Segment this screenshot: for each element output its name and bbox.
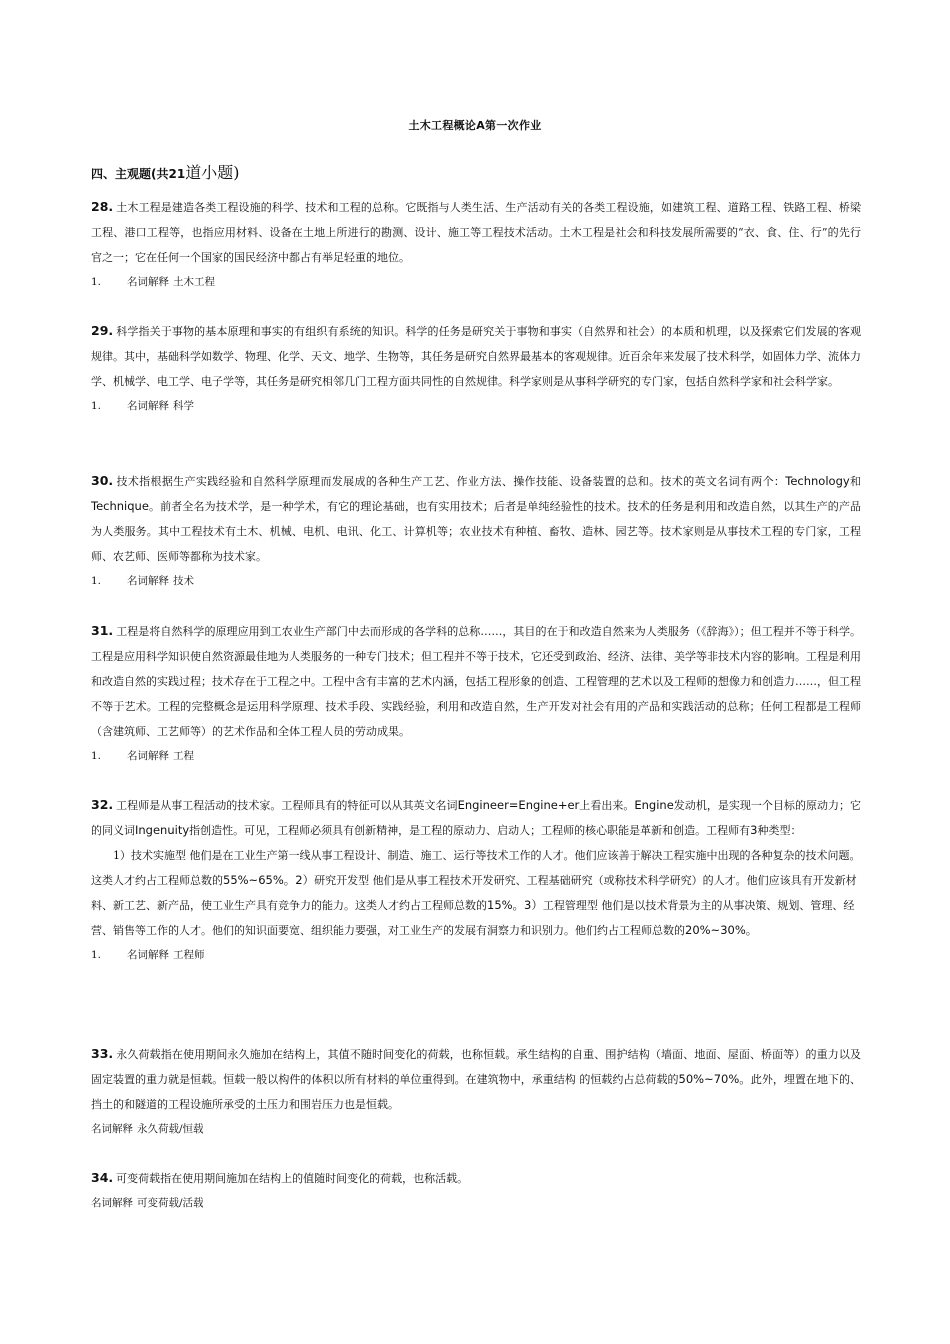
- term-technology: Technology: [785, 474, 850, 488]
- question-number: 34.: [91, 1170, 114, 1185]
- question-text: [91, 468, 861, 569]
- answer-label: 名词解释: [127, 750, 169, 762]
- engineer-types-paragraph: [91, 843, 861, 943]
- question-number: 33.: [91, 1046, 114, 1061]
- answer-term: 技术: [173, 575, 194, 587]
- question-number: 28.: [91, 199, 114, 214]
- question-32: [91, 792, 861, 968]
- section-heading: [91, 160, 239, 183]
- document-title: 土木工程概论A第一次作业: [408, 119, 542, 132]
- term-engine: Engine: [634, 798, 674, 812]
- answer-term: 工程师: [173, 949, 205, 961]
- question-body-e: 种类型：: [757, 824, 802, 837]
- answer-index: 1.: [91, 949, 102, 961]
- question-number: 30.: [91, 473, 114, 488]
- type-management: 工程管理型 他们是以技术背景为主的从事决策、规划、管理、经营、销售等工作的人才。他们的知识面要宽、组织能力要强，对工业生产的发展有洞察力和识别力。他们约占工程师总数的: [91, 899, 855, 937]
- answer-label: 名词解释: [91, 1123, 133, 1135]
- answer-label: 名词解释: [127, 400, 169, 412]
- question-number: 32.: [91, 797, 114, 812]
- answer-line: [91, 270, 861, 295]
- management-share: 20%~30%。: [685, 923, 758, 937]
- question-body: 科学指关于事物的基本原理和事实的有组织有系统的知识。科学的任务是研究关于事物和事实（自然界和社会）的本质和机理，以及探索它们发展的客观规律。其中，基础科学如数学、物理、化学、天文、地学、生物等，其任务是研究自然界最基本的客观规律。近百余年来发展了技术科学，如固体力学、流体力学、机械学、电工学、电子学等，其任务是研究相邻几门工程方面共同性的自然规律。科学家则是从事科学研究的专门家，包括自然科学家和社会科学家。: [91, 325, 861, 388]
- question-body-b: 。前者全名为技术学，是一种学术，有它的理论基础，也有实用技术；后者是单纯经验性的技术。技术的任务是利用和改造自然，以其生产的产品为人类服务。其中工程技术有土木、机械、电机、电讯、化工、计算机等；农业技术有种植、畜牧、造林、园艺等。技术家则是从事技术工程的专门家，工程师、农艺师、医师等都称为技术家。: [91, 500, 861, 563]
- question-33: [91, 1041, 861, 1142]
- question-34: [91, 1165, 861, 1216]
- question-body-a: 工程师是从事工程活动的技术家。工程师具有的特征可以从其英文名词: [116, 799, 458, 812]
- answer-index: 1.: [91, 750, 102, 762]
- answer-term: 工程: [173, 750, 194, 762]
- type-practice: 1）技术实施型 他们是在工业生产第一线从事工程设计、制造、施工、运行等技术工作的人才。他们应该善于解决工程实施中出现的各种复杂的技术问题。这类人才约占工程师总数的: [91, 849, 861, 887]
- question-31: [91, 618, 861, 769]
- question-body-conj: 和: [849, 475, 862, 488]
- answer-line: [91, 943, 861, 968]
- term-technique: Technique: [91, 499, 149, 513]
- answer-label: 名词解释: [127, 949, 169, 961]
- question-30: [91, 468, 861, 594]
- type-research: 研究开发型 他们是从事工程技术开发研究、工程基础研究（或称技术科学研究）的人才。他们应该具有开发新材料、新工艺、新产品，使工业生产具有竞争力的能力。这类人才约占工程师总数的: [91, 874, 857, 912]
- term-ingenuity: Ingenuity: [135, 823, 190, 837]
- dead-load-share: 50%~70%。: [678, 1072, 751, 1086]
- answer-label: 名词解释: [91, 1197, 133, 1209]
- question-body-a: 技术指根据生产实践经验和自然科学原理而发展成的各种生产工艺、作业方法、操作技能、设备装置的总和。技术的英文名词有两个：: [116, 475, 786, 488]
- research-share: 15%。3）: [487, 898, 543, 912]
- question-text: [91, 1041, 861, 1117]
- answer-term: 永久荷载/恒载: [137, 1123, 204, 1135]
- question-body: 可变荷载指在使用期间施加在结构上的值随时间变化的荷载，也称活载。: [116, 1172, 469, 1185]
- answer-term: 科学: [173, 400, 194, 412]
- question-text: [91, 318, 861, 394]
- answer-line: [91, 569, 861, 594]
- engineer-type-count: 3: [750, 823, 758, 837]
- answer-label: 名词解释: [127, 276, 169, 288]
- answer-line: [91, 1117, 861, 1142]
- question-text: [91, 618, 861, 744]
- question-text: [91, 194, 861, 270]
- question-body-b: 上看出来。: [579, 799, 635, 812]
- question-body-b: 此外，埋置在地下的、挡土的和隧道的工程设施所承受的土压力和围岩压力也是恒载。: [91, 1073, 861, 1111]
- answer-line: [91, 394, 861, 419]
- answer-label: 名词解释: [127, 575, 169, 587]
- term-engineer-formula: Engineer=Engine+er: [457, 798, 580, 812]
- section-heading-main: 四、主观题(共: [91, 167, 169, 181]
- practice-share: 55%~65%。2）: [223, 873, 315, 887]
- question-body-a: 永久荷载指在使用期间永久施加在结构上，其值不随时间变化的荷载，也称恒载。承生结构的自重、围护结构（墙面、地面、屋面、桥面等）的重力以及固定装置的重力就是恒载。恒载一般以构件的体积以所有材料的单位重得到。在建筑物中，承重结构 的恒载约占总荷载的: [91, 1048, 861, 1086]
- section-heading-count: 21: [168, 167, 186, 181]
- answer-index: 1.: [91, 400, 102, 412]
- answer-line: [91, 1191, 861, 1216]
- question-text: [91, 792, 861, 843]
- answer-term: 可变荷载/活载: [137, 1197, 204, 1209]
- question-body-c: 发动机，是实现一个目标的原动力；它的同义词: [91, 799, 862, 837]
- question-body-d: 指创造性。可见，工程师必须具有创新精神，是工程的原动力、启动人；工程师的核心职能是革新和创造。工程师有: [189, 824, 751, 837]
- question-29: [91, 318, 861, 419]
- question-28: [91, 194, 861, 295]
- question-number: 29.: [91, 323, 114, 338]
- section-heading-tail: 道小题): [185, 163, 240, 182]
- question-number: 31.: [91, 623, 114, 638]
- answer-index: 1.: [91, 575, 102, 587]
- question-body: 工程是将自然科学的原理应用到工农业生产部门中去而形成的各学科的总称……，其目的在于和改造自然来为人类服务（《辞海》）；但工程并不等于科学。工程是应用科学知识使自然资源最佳地为人类服务的一种专门技术；但工程并不等于技术，它还受到政治、经济、法律、美学等非技术内容的影响。工程是利用和改造自然的实践过程；技术存在于工程之中。工程中含有丰富的艺术内涵，包括工程形象的创造、工程管理的艺术以及工程师的想像力和创造力……，但工程不等于艺术。工程的完整概念是运用科学原理、技术手段、实践经验，利用和改造自然，生产开发对社会有用的产品和实践活动的总称；任何工程都是工程师（含建筑师、工艺师等）的艺术作品和全体工程人员的劳动成果。: [91, 625, 861, 738]
- question-text: [91, 1165, 861, 1191]
- answer-index: 1.: [91, 276, 102, 288]
- answer-term: 土木工程: [173, 276, 215, 288]
- answer-line: [91, 744, 861, 769]
- question-body: 土木工程是建造各类工程设施的科学、技术和工程的总称。它既指与人类生活、生产活动有关的各类工程设施，如建筑工程、道路工程、铁路工程、桥梁工程、港口工程等，也指应用材料、设备在土地上所进行的勘测、设计、施工等工程技术活动。土木工程是社会和科技发展所需要的“衣、食、住、行”的先行官之一；它在任何一个国家的国民经济中都占有举足轻重的地位。: [91, 201, 861, 264]
